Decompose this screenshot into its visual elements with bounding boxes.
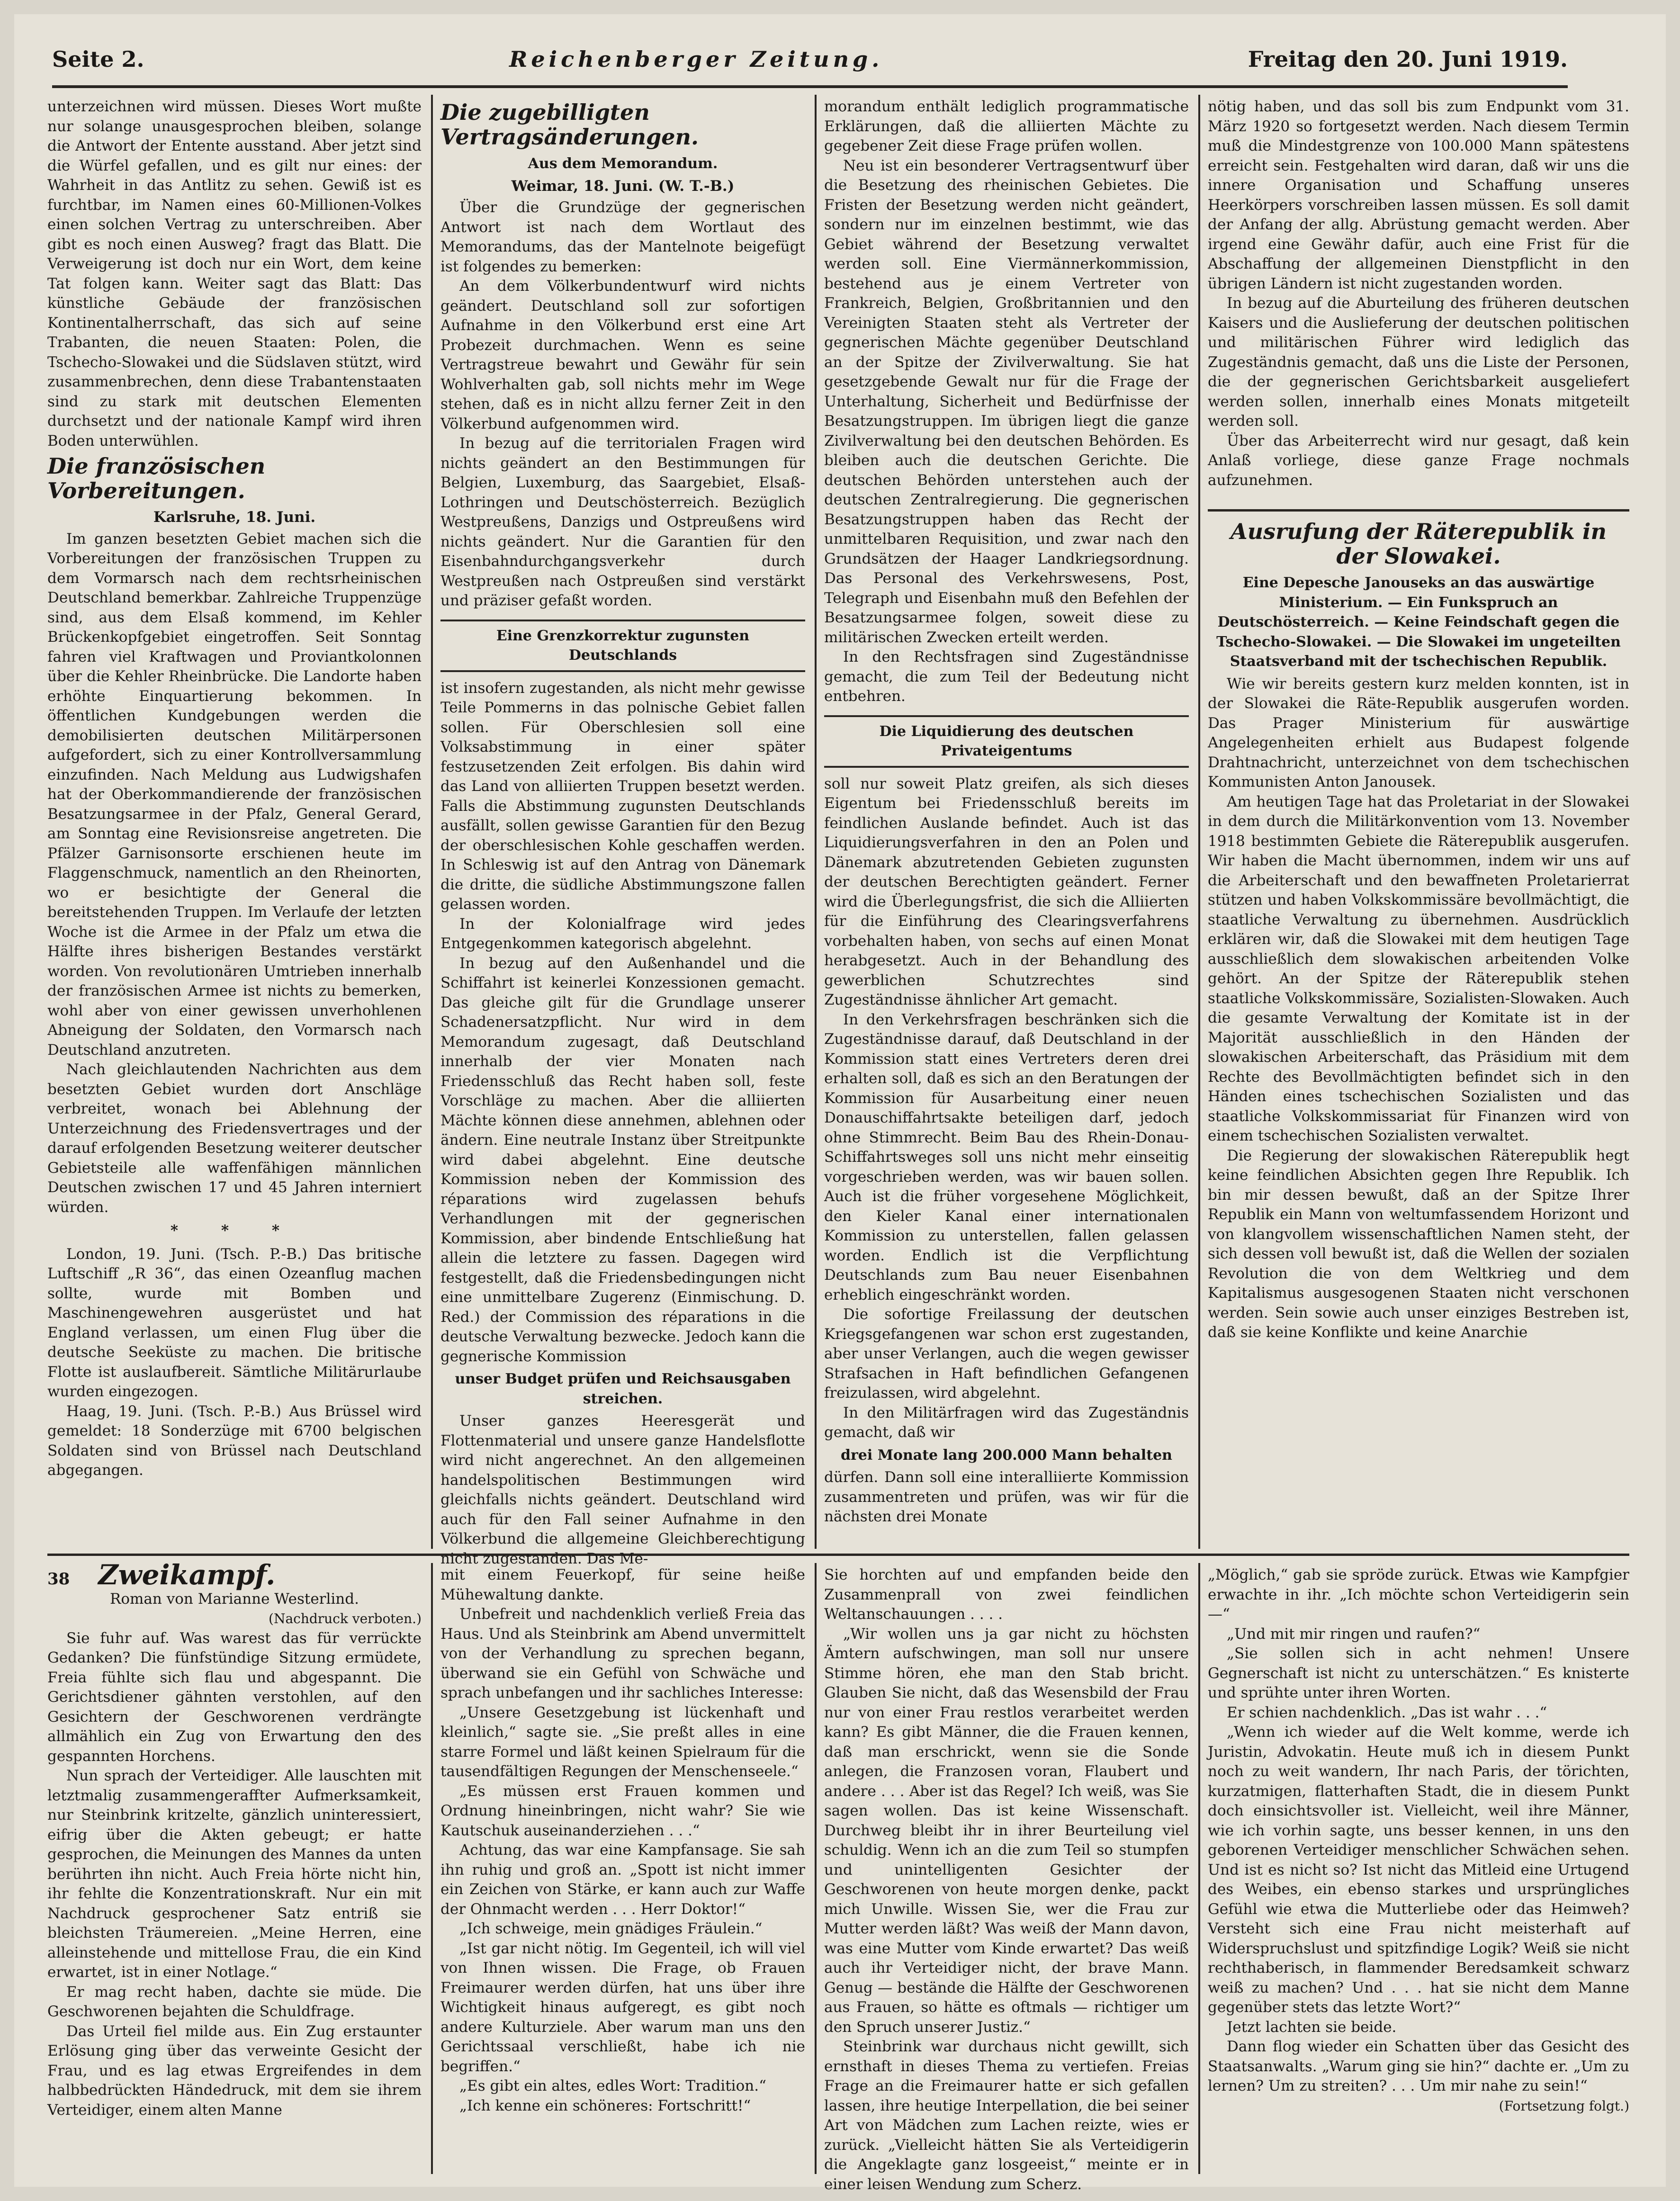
article-text: An dem Völkerbundentwurf wird nichts geändert. Deutschland soll zur sofortigen Aufnahme in den Völkerbund erst eine Art Probezeit durchmachen. Wenn es seine Vertragstreue bewahrt und Gewähr für sein Wohlverhalten gab, soll nichts mehr im Wege stehen, daß es in nicht allzu ferner Zeit in den Völkerbund aufgenommen wird. — [440, 278, 805, 432]
headline-french-preparations: Die französischen Vorbereitungen. — [47, 453, 266, 503]
novel-byline: Roman von Marianne Westerlind. — [110, 1590, 359, 1608]
dateline: Karlsruhe, 18. Juni. — [153, 509, 316, 526]
newspaper-title: Reichenberger Zeitung. — [509, 46, 883, 72]
subheading-budget: unser Budget prüfen und Reichsausgaben streichen. — [455, 1371, 791, 1407]
novel-text: „Wenn ich wieder auf die Welt komme, werde ich Juristin, Advokatin. Heute muß ich in diesem Punkt noch zu weit wandern, Ihr nach Paris, der törichten, kurzatmigen, flatterhaften Stadt, die in diesem Punkt doch einsichtsvoller ist. Vielleicht, weil ihre Männer, wie ich vorhin sagte, uns besser kennen, in uns den geborenen Verteidiger menschlicher Schwächen sehen. Und ist es nicht so? Ist nicht das Mitleid eine Urtugend des Weibes, ein ebenso starkes und ursprüngliches Gefühl wie etwa die Mutterliebe oder das Heimweh? Versteht sich eine Frau nicht meisterhaft auf Widerspruchslust und spitzfindige Logik? Weiß sie nicht rechthaberisch, in flammender Beredsamkeit schwarz weiß zu machen? Und . . . hat sie nicht dem Manne gegenüber stets das letzte Wort?“ — [1208, 1724, 1629, 2016]
column-rule — [431, 1563, 433, 2174]
article-text: Die Regierung der slowakischen Räterepublik hegt keine feindlichen Absichten gegen Ihre Republik. Ich bin mir dessen bewußt, daß an der Spitze Ihrer Republik ein Mann von weltumfassendem Horizont und von klangvollem wissenschaftlichen Namen steht, der sich dessen voll bewußt ist, daß die Wellen der sozialen Revolution die von dem Weltkrieg und dem Kapitalismus ausgesogenen Staaten nicht verschonen werden. Sein sowie auch unser einziges Bestreben ist, daß sie keine Konflikte und keine Anarchie — [1208, 1147, 1629, 1341]
masthead — [52, 33, 1568, 88]
novel-text: „Möglich,“ gab sie spröde zurück. Etwas wie Kampfgier erwachte in ihr. „Ich möchte schon Verteidigerin sein —“ — [1208, 1566, 1629, 1623]
installment-number: 38 — [47, 1570, 70, 1589]
article-text: dürfen. Dann soll eine interalliierte Kommission zusammentreten und prüfen, was wir für die nächsten drei Monate — [824, 1469, 1189, 1525]
headline-treaty-changes: Die zugebilligten Vertragsänderungen. — [440, 99, 699, 150]
column-4 — [1208, 97, 1629, 1551]
novel-text: Unbefreit und nachdenklich verließ Freia das Haus. Und als Steinbrink am Abend unvermittelt von der Verhandlung zu sprechen begann, überwand sie ein Gefühl von Schwäche und sprach unbefangen und ihr sachliches Interesse: — [440, 1606, 805, 1701]
novel-text: Sie fuhr auf. Was warest das für verrückte Gedanken? Die fünfstündige Sitzung ermüdete, Freia fühlte sich flau und abgespannt. Die Gerichtsdiener gähnten verstohlen, auf den Gesichtern der Geschworenen verdrängte allmählich ein Zug von Erwartung den des gespannten Horchens. — [47, 1629, 422, 1765]
article-text: In den Militärfragen wird das Zugeständnis gemacht, daß wir — [824, 1404, 1189, 1441]
boxed-subheading: Die Liquidierung des deutschen Privateigentums — [824, 715, 1189, 768]
column-rule — [815, 1563, 817, 2174]
column-1 — [47, 97, 422, 1551]
article-text: Über die Grundzüge der gegnerischen Antwort ist nach dem Wortlaut des Memorandums, das der Mantelnote beigefügt ist folgendes zu bemerken: — [440, 199, 805, 275]
novel-text: Steinbrink war durchaus nicht gewillt, sich ernsthaft in dieses Thema zu vertiefen. Freias Frage an die Freimaurer hatte er sich gefallen lassen, ihre heutige Interpellation, die bei seiner Art von Mädchen zum Lachen reizte, wies er zurück. „Vielleicht hätten Sie als Verteidigerin die Angeklagte ganz losgeeist,“ meinte er in einer leisen Wendung zum Scherz. — [824, 2038, 1189, 2193]
novel-column-3 — [824, 1565, 1189, 2193]
novel-text: Dann flog wieder ein Schatten über das Gesicht des Staatsanwalts. „Warum ging sie hin?“ dachte er. „Um zu lernen? Um zu streiten? . . . Um mir nahe zu sein!“ — [1208, 2038, 1629, 2094]
subheadline: Eine Depesche Janouseks an das auswärtige Ministerium. — Ein Funkspruch an Deutschösterreich. — Keine Feindschaft gegen die Tschecho-Slowakei. — Die Slowakei im ungeteilten Staatsverband mit der tschechischen Republik. — [1216, 575, 1621, 670]
novel-text: Sie horchten auf und empfanden beide den Zusammenprall von zwei feindlichen Weltanschauungen . . . . — [824, 1566, 1189, 1623]
column-rule — [431, 95, 433, 1549]
separator-stars: * * * — [170, 1222, 299, 1239]
article-text: Wie wir bereits gestern kurz melden konnten, ist in der Slowakei die Räte-Republik ausgerufen worden. Das Prager Ministerium für auswärtige Angelegenheiten erhielt aus Budapest folgende Drahtnachricht, unterzeichnet von dem tschechischen Kommunisten Anton Janousek. — [1208, 675, 1629, 791]
page-number: Seite 2. — [52, 46, 144, 72]
novel-text: „Es gibt ein altes, edles Wort: Tradition.“ — [459, 2077, 766, 2094]
novel-text: Nun sprach der Verteidiger. Alle lauschten mit letztmalig zusammengeraffter Aufmerksamkeit, nur Steinbrink kritzelte, gänzlich uninteressiert, eifrig über die Akten gebeugt; er hatte gesprochen, die Meinungen des Mannes da unten berührten ihn nicht. Auch Freia hörte nicht hin, ihr fehlte die Konzentrationskraft. Nur ein mit Nachdruck gesprochener Satz entriß sie bleichsten Träumereien. „Meine Herren, eine alleinstehende und mittellose Frau, die ein Kind erwartet, ist in einer Notlage.“ — [47, 1767, 422, 1981]
headline-soviet-republic-slovakia: Ausrufung der Räterepublik in der Slowakei. — [1231, 519, 1607, 569]
article-text: soll nur soweit Platz greifen, als sich dieses Eigentum bei Friedensschluß bereits im feindlichen Auslande befindet. Auch ist das Liquidierungsverfahren in den an Polen und Dänemark abzutretenden Gebieten zugunsten der deutschen Berechtigten geändert. Ferner wird die Überlegungsfrist, die sich die Alliierten für die Einführung des Clearingsverfahrens vorbehalten haben, von sechs auf einen Monat herabgesetzt. Auch in der Behandlung des gewerblichen Schutzrechtes sind Zugeständnisse ähnlicher Art gemacht. — [824, 775, 1189, 1008]
boxed-subheading: Eine Grenzkorrektur zugunsten Deutschlands — [440, 620, 805, 672]
novel-text: Das Urteil fiel milde aus. Ein Zug erstaunter Erlösung ging über das verweinte Gesicht der Frau, und es lag etwas Ergreifendes in dem halbbedrückten Händedruck, mit dem sie ihrem Verteidiger, einem alten Manne — [47, 2022, 422, 2119]
novel-text: „Ich kenne ein schöneres: Fortschritt!“ — [459, 2097, 751, 2114]
novel-text: „Sie sollen sich in acht nehmen! Unsere Gegnerschaft ist nicht zu unterschätzen.“ Es knisterte und sprühte unter ihren Worten. — [1208, 1645, 1629, 1701]
article-text: Die sofortige Freilassung der deutschen Kriegsgefangenen war schon erst zugestanden, aber unser Verlangen, auch die wegen gewisser Strafsachen in Haft befindlichen Gefangenen freizulassen, wird abgelehnt. — [824, 1306, 1189, 1401]
novel-text: Achtung, das war eine Kampfansage. Sie sah ihn ruhig und groß an. „Spott ist nicht immer ein Zeichen von Stärke, er kann auch zur Waffe der Ohnmacht werden . . . Herr Doktor!“ — [440, 1842, 805, 1918]
newspaper-page — [14, 14, 1666, 2193]
news-item-haag: Haag, 19. Juni. (Tsch. P.-B.) Aus Brüssel wird gemeldet: 18 Sonderzüge mit 6700 belgischen Soldaten sind von Brüssel nach Deutschland abgegangen. — [47, 1402, 422, 1479]
article-text: unterzeichnen wird müssen. Dieses Wort mußte nur solange unausgesprochen bleiben, solange die Antwort der Entente ausstand. Aber jetzt sind die Würfel gefallen, und es gilt nur eines: der Wahrheit in das Antlitz zu sehen. Gewiß ist es furchtbar, im Namen eines 60-Millionen-Volkes einen solchen Vertrag zu unterschreiben. Aber gibt es noch einen Ausweg? fragt das Blatt. Die Verweigerung ist doch nur ein Wort, dem keine Tat folgen kann. Weiter sagt das Blatt: Das künstliche Gebäude der französischen Kontinentalherrschaft, das sich auf seine Trabanten, die neuen Staaten: Polen, die Tschecho-Slowakei und die Südslaven stützt, wird zusammenbrechen, denn diese Trabantenstaaten sind zu stark mit deutschen Elementen durchsetzt und der nationale Kampf wird ihren Boden unterwühlen. — [47, 98, 422, 449]
novel-text: „Unsere Gesetzgebung ist lückenhaft und kleinlich,“ sagte sie. „Sie preßt alles in eine starre Formel und läßt keinen Spielraum für die tausendfältigen Regungen der Menschenseele.“ — [440, 1704, 805, 1780]
article-text: Neu ist ein besonderer Vertragsentwurf über die Besetzung des rheinischen Gebietes. Die Fristen der Besetzung werden nicht geändert, sondern nur im einzelnen bestimmt, wie das Gebiet während der Besetzung verwaltet werden soll. Eine Viermännerkommission, bestehend aus je einem Vertreter von Frankreich, Belgien, Großbritannien und den Vereinigten Staaten steht als Vertreter der gegnerischen Mächte gegenüber Deutschland an der Spitze der Zivilverwaltung. Sie hat gesetzgebende Gewalt nur für die Frage der Unterhaltung, Sicherheit und Bedürfnisse der Besatzungstruppen. Im übrigen liegt die ganze Zivilverwaltung bei den deutschen Behörden. Es bleiben auch die deutschen Gerichte. Die deutschen Behörden unterstehen auch der deutschen Zentralregierung. Die gegnerischen Besatzungstruppen haben das Recht der unmittelbaren Requisition, und zwar nach den Grundsätzen der Haager Landkriegsordnung. Das Personal des Verkehrswesens, Post, Telegraph und Eisenbahn muß den Befehlen der Besatzungsarmee folgen, soweit diese zu militärischen Zwecken erteilt werden. — [824, 157, 1189, 646]
column-rule — [1198, 95, 1200, 1549]
column-2 — [440, 97, 805, 1567]
reprint-note: (Nachdruck verboten.) — [269, 1611, 422, 1626]
section-divider — [47, 1554, 1629, 1556]
novel-header — [47, 1559, 422, 1591]
novel-text: „Ich schweige, mein gnädiges Fräulein.“ — [459, 1920, 763, 1937]
article-text: In den Rechtsfragen sind Zugeständnisse gemacht, die zum Teil der Bedeutung nicht entbehren. — [824, 648, 1189, 705]
article-text: Im ganzen besetzten Gebiet machen sich die Vorbereitungen der französischen Truppen zu dem Vormarsch nach dem rechtsrheinischen Deutschland bemerkbar. Zahlreiche Truppenzüge sind, aus dem Elsaß kommend, im Kehler Brückenkopfgebiet eingetroffen. Seit Sonntag fahren viel Kraftwagen und Proviantkolonnen über die Kehler Rheinbrücke. Die Landorte haben erhöhte Einquartierung bekommen. In öffentlichen Kundgebungen werden die demobilisierten deutschen Militärpersonen aufgefordert, sich zu einer Kontrollversammlung einzufinden. Nach Meldung aus Ludwigshafen hat der Oberkommandierende der französischen Besatzungsarmee in der Pfalz, General Gerard, am Sonntag eine Revisionsreise angetreten. Die Pfälzer Garnisonsorte erschienen heute im Flaggenschmuck, namentlich an den Rheinorten, wo er besichtigte der General die bereitstehenden Truppen. Im Verlaufe der letzten Woche ist die Armee in der Pfalz um etwa die Hälfte ihres bisherigen Bestandes verstärkt worden. Von revolutionären Umtrieben innerhalb der französischen Armee ist nichts zu bemerken, wohl aber von einer gewissen unverhohlenen Abneigung der Soldaten, den Vormarsch nach Deutschland anzutreten. — [47, 530, 422, 1059]
continuation-note: (Fortsetzung folgt.) — [1499, 2098, 1629, 2114]
column-3 — [824, 97, 1189, 1551]
issue-date: Freitag den 20. Juni 1919. — [1248, 46, 1568, 72]
article-text: In bezug auf den Außenhandel und die Schiffahrt ist keinerlei Konzessionen gemacht. Das gleiche gilt für die Grundlage unserer Schadenersatzpflicht. Nur wird in dem Memorandum zugesagt, daß Deutschland innerhalb der vier Monaten nach Friedensschluß das Recht haben soll, feste Vorschläge zu machen. Aber die alliierten Mächte können diese annehmen, ablehnen oder ändern. Eine neutrale Instanz über Streitpunkte wird dabei abgelehnt. Eine deutsche Kommission neben der Kommission des réparations wird zugelassen behufs Verhandlungen mit der gegnerischen Kommission, aber bindende Entschließung hat allein die letztere zu fassen. Dagegen wird festgestellt, daß die Friedensbedingungen nicht eine unmittelbare Zugerenz (Einmischung. D. Red.) der Commission des réparations in die deutsche Verwaltung bezwecke. Jedoch kann die gegnerische Kommission — [440, 954, 805, 1365]
article-text: In den Verkehrsfragen beschränken sich die Zugeständnisse darauf, daß Deutschland in der Kommission statt eines Vertreters deren drei erhalten soll, daß es sich an den Beratungen der Kommission für Ausarbeitung einer neuen Donauschiffahrtsakte beteiligen darf, jedoch ohne Stimmrecht. Beim Bau des Rhein-Donau-Schiffahrtsweges soll uns nicht mehr einseitig vorgeschrieben werden, was wir bauen sollen. Auch ist die früher vorgesehene Möglichkeit, den Kieler Kanal einer internationalen Kommission zu unterstellen, fallen gelassen worden. Endlich ist die Verpflichtung Deutschlands zum Bau neuer Eisenbahnen erheblich eingeschränkt worden. — [824, 1011, 1189, 1303]
news-item-london: London, 19. Juni. (Tsch. P.-B.) Das britische Luftschiff „R 36“, das einen Ozeanflug machen sollte, wurde mit Bomben und Maschinengewehren ausgerüstet und hat England verlassen, um einen Flug über die deutsche Seeküste zu machen. Die britische Flotte ist auslaufbereit. Sämtliche Militärurlaube wurden eingezogen. — [47, 1245, 422, 1400]
novel-text: mit einem Feuerkopf, für seine heiße Mühewaltung dankte. — [440, 1566, 805, 1603]
bold-subheading: drei Monate lang 200.000 Mann behalten — [841, 1446, 1172, 1464]
article-text: nötig haben, und das soll bis zum Endpunkt vom 31. März 1920 so fortgesetzt werden. Nach diesem Termin muß die Mindestgrenze von 100.000 Mann spätestens erreicht sein. Festgehalten wird daran, daß wir uns die innere Organisation und Schaffung unseres Heerkörpers vorschreiben lassen müssen. Es soll damit der Anfang der allg. Abrüstung gemacht werden. Aber irgend eine Gewähr dafür, auch eine Frist für die Abschaffung der allgemeinen Dienstpflicht in den übrigen Ländern ist nicht zugestanden worden. — [1208, 98, 1629, 292]
subheadline: Aus dem Memorandum. — [528, 155, 718, 172]
novel-text: Jetzt lachten sie beide. — [1227, 2018, 1397, 2036]
novel-text: „Es müssen erst Frauen kommen und Ordnung hineinbringen, nicht wahr? Sie wie Kautschuk auseinanderziehen . . .“ — [440, 1782, 805, 1839]
article-text: Nach gleichlautenden Nachrichten aus dem besetzten Gebiet wurden dort Anschläge verbreitet, wonach bei Ablehnung der Unterzeichnung des Friedensvertrages und der darauf erfolgenden Besetzung weiterer deutscher Gebietsteile alle waffenfähigen männlichen Deutschen zwischen 17 und 45 Jahren interniert würden. — [47, 1061, 422, 1216]
novel-text: „Ist gar nicht nötig. Im Gegenteil, ich will viel von Ihnen wissen. Die Frage, ob Frauen Freimaurer werden dürfen, hat uns über ihre Wichtigkeit hinaus aufgeregt, es gibt noch andere Kulturziele. Aber warum man uns den Gerichtssaal verschließt, habe ich nie begriffen.“ — [440, 1940, 805, 2075]
dateline: Weimar, 18. Juni. (W. T.-B.) — [511, 177, 735, 195]
novel-text: Er mag recht haben, dachte sie müde. Die Geschworenen bejahten die Schuldfrage. — [47, 1983, 422, 2020]
novel-text: Er schien nachdenklich. „Das ist wahr . . .“ — [1227, 1704, 1547, 1721]
novel-column-1 — [47, 1559, 422, 2176]
article-text: In bezug auf die territorialen Fragen wird nichts geändert an den Bestimmungen für Belgien, Luxemburg, das Saargebiet, Elsaß-Lothringen und Deutschösterreich. Bezüglich Westpreußens, Danzigs und Ostpreußens wird nichts geändert. Nur die Garantien für den Eisenbahndurchgangsverkehr durch Westpreußen nach Ostpreußen sind verstärkt und präziser gefaßt worden. — [440, 435, 805, 609]
novel-text: „Wir wollen uns ja gar nicht zu höchsten Ämtern aufschwingen, man soll nur unsere Stimme hören, ehe man den Stab bricht. Glauben Sie nicht, daß das Wesensbild der Frau nur von einer Frau restlos verarbeitet werden kann? Es gibt Männer, die die Frauen kennen, daß man erschrickt, wenn sie die Sonde anlegen, die Franzosen voran, Flaubert und andere . . . Aber ist das Regel? Ich weiß, was Sie sagen wollen. Das ist keine Wissenschaft. Durchweg bleibt ihr in ihrer Beurteilung viel schuldig. Wenn ich an die zum Teil so stumpfen und unintelligenten Gesichter der Geschworenen von heute morgen denke, packt mich Unwille. Wissen Sie, wer die Frau zur Mutter werden läßt? Was weiß der Mann davon, was eine Mutter vom Kinde erwartet? Das weiß auch ihr Verteidiger nicht, der brave Mann. Genug — bestände die Hälfte der Geschworenen aus Frauen, so hätte es oftmals — richtiger um den Spruch unserer Justiz.“ — [824, 1625, 1189, 2036]
novel-title: Zweikampf. — [98, 1559, 276, 1591]
article-text: In bezug auf die Aburteilung des früheren deutschen Kaisers und die Auslieferung der deutschen politischen und militärischen Führer wird lediglich das Zugeständnis gemacht, daß uns die Liste der Personen, die der gegnerischen Gerichtsbarkeit ausgeliefert werden sollen, innerhalb eines Monats mitgeteilt werden soll. — [1208, 295, 1629, 430]
article-text: morandum enthält lediglich programmatische Erklärungen, daß die alliierten Mächte zu gegebener Zeit diese Frage prüfen wollen. — [824, 98, 1189, 154]
article-text: In der Kolonialfrage wird jedes Entgegenkommen kategorisch abgelehnt. — [440, 915, 805, 952]
column-rule — [815, 95, 817, 1549]
article-text: Unser ganzes Heeresgerät und Flottenmaterial und unsere ganze Handelsflotte wird nicht angerechnet. An den allgemeinen handelspolitischen Bestimmungen wird gleichfalls nichts geändert. Deutschland wird auch für den Fall seiner Aufnahme in den Völkerbund die allgemeine Gleichberechtigung nicht zugestanden. Das Me- — [440, 1412, 805, 1567]
novel-column-4 — [1208, 1565, 1629, 2176]
article-text: Über das Arbeiterrecht wird nur gesagt, daß kein Anlaß vorliege, diese ganze Frage nochmals aufzunehmen. — [1208, 432, 1629, 489]
article-text: Am heutigen Tage hat das Proletariat in der Slowakei in dem durch die Militärkonvention vom 13. November 1918 bestimmten Gebiete die Räterepublik ausgerufen. Wir haben die Macht übernommen, indem wir uns auf die Arbeiterschaft und den bewaffneten Proletarierrat stützen und haben Volkskommissäre bevollmächtigt, die staatliche Verwaltung zu übernehmen. Ausdrücklich erklären wir, daß die Slowakei mit dem heutigen Tage ausschließlich dem slowakischen arbeitenden Volke gehört. An der Spitze der Räterepublik stehen staatliche Volkskommissäre, Sozialisten-Slowaken. Auch die gesamte Verwaltung der Komitate ist in der Majorität ausschließlich in den Händen der slowakischen Arbeiterschaft, das Präsidium mit dem Rechte des Bevollmächtigten befindet sich in den Händen eines tschechischen Sozialisten und das staatliche Volkskommissariat für Finanzen wird von einem tschechischen Sozialisten verwaltet. — [1208, 793, 1629, 1144]
novel-column-2 — [440, 1565, 805, 2176]
article-divider — [1208, 509, 1629, 516]
article-text: ist insofern zugestanden, als nicht mehr gewisse Teile Pommerns in das polnische Gebiet fallen sollen. Für Oberschlesien soll eine Volksabstimmung in einer später festzusetzenden Zeit erfolgen. Bis dahin wird das Land von alliierten Truppen besetzt werden. Falls die Abstimmung zugunsten Deutschlands ausfällt, sollen gewisse Garantien für den Bezug der oberschlesischen Kohle geschaffen werden. In Schleswig ist auf den Antrag von Dänemark die dritte, die südliche Abstimmungszone fallen gelassen worden. — [440, 679, 805, 913]
column-rule — [1198, 1563, 1200, 2174]
novel-text: „Und mit mir ringen und raufen?“ — [1227, 1625, 1481, 1643]
